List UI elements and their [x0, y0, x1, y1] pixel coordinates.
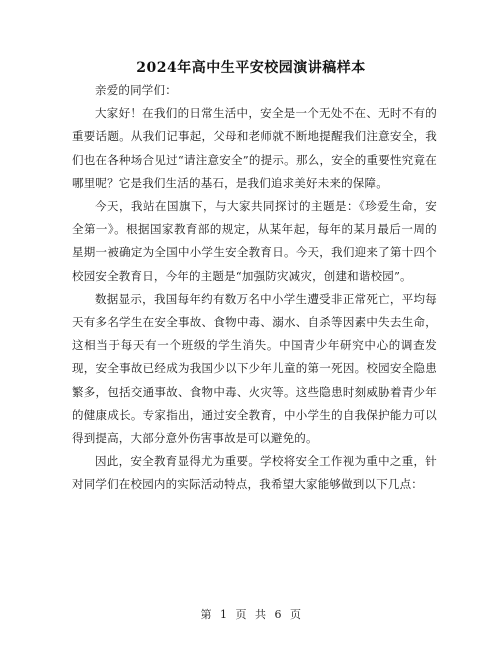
footer-prefix: 第 [200, 608, 212, 621]
body-paragraph-3: 数据显示，我国每年约有数万名中小学生遭受非正常死亡，平均每天有多名学生在安全事故、食物中毒、溺水、自杀等因素中失去生命，这相当于每天有一个班级的学生消失。中国青少年研究中心的调查发现，安全事故已经成为我国少以下少年儿童的第一死因。校园安全隐患繁多，包括交通事故、食物中毒、火灾等。这些隐患时刻威胁着青少年的健康成长。专家指出，通过安全教育，中小学生的自我保护能力可以得到提高，大部分意外伤害事故是可以避免的。 [72, 291, 437, 446]
total-pages-number: 6 [274, 608, 282, 621]
current-page-number: 1 [220, 608, 228, 621]
document-title: 2024年高中生平安校园演讲稿样本 [136, 60, 366, 76]
body-paragraph-4: 因此，安全教育显得尤为重要。学校将安全工作视为重中之重，针对同学们在校园内的实际活动特点，我希望大家能够做到以下几点： [72, 454, 437, 492]
page-footer [0, 606, 502, 622]
body-paragraph-2: 今天，我站在国旗下，与大家共同探讨的主题是：《珍爱生命，安全第一》。根据国家教育部的规定，从某年起，每年的某月最后一周的星期一被确定为全国中小学生安全教育日。今天，我们迎来了第十四个校园安全教育日，今年的主题是“加强防灾减灾，创建和谐校园”。 [72, 199, 437, 283]
footer-mid: 页 [235, 608, 247, 621]
footer-total-label: 共 [255, 608, 267, 621]
body-paragraph-1: 大家好！在我们的日常生活中，安全是一个无处不在、无时不有的重要话题。从我们记事起，父母和老师就不断地提醒我们注意安全，我们也在各种场合见过“请注意安全”的提示。那么，安全的重要性究竟在哪里呢？它是我们生活的基石，是我们追求美好未来的保障。 [72, 106, 437, 190]
document-body [72, 79, 437, 497]
footer-suffix: 页 [290, 608, 302, 621]
salutation-paragraph: 亲爱的同学们： [95, 83, 177, 97]
